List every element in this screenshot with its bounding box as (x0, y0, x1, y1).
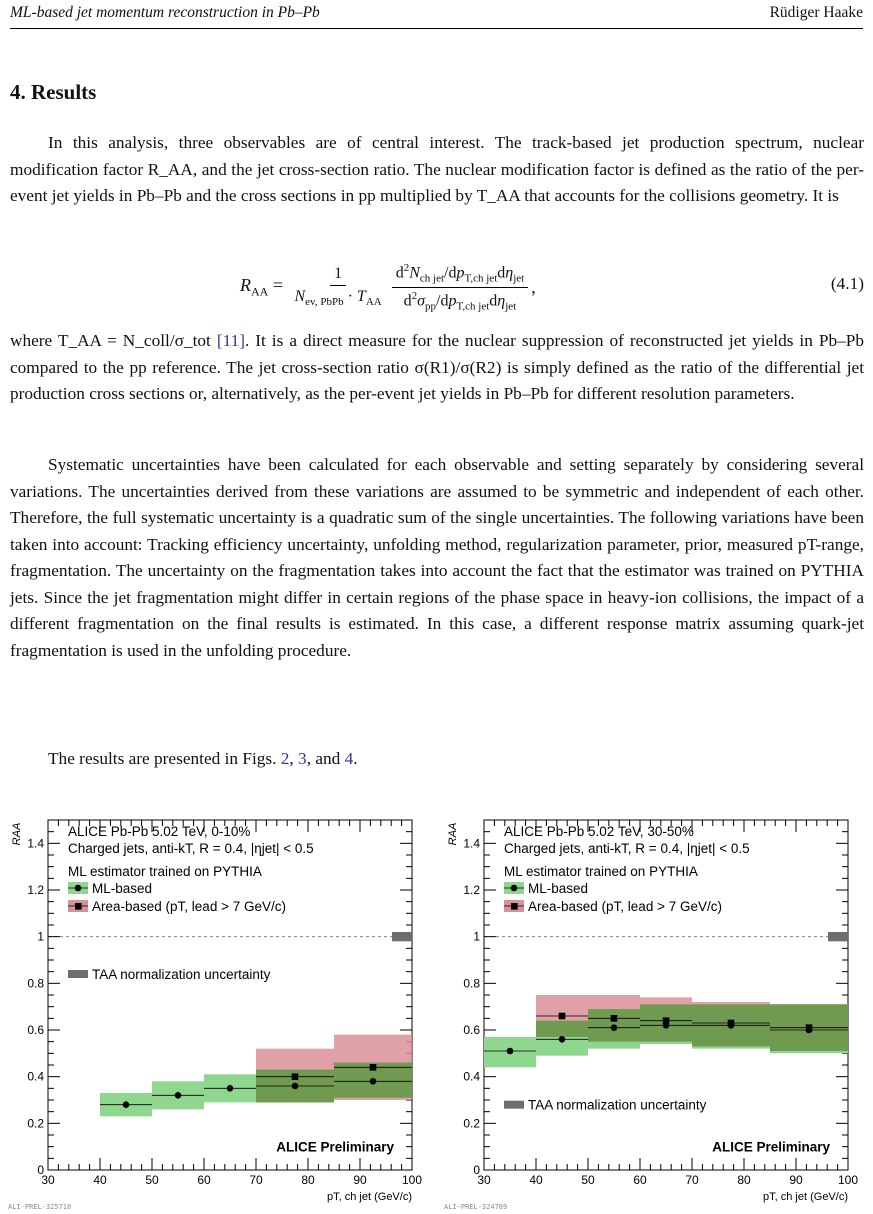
paragraph-taa (10, 328, 864, 408)
para2-text-b: . It is a direct measure for the nuclear suppression of reconstructed jet yields in Pb–Pb compared to the pp reference. The jet cross-section ratio σ(R1)/σ(R2) is simply defined as the ratio of the differential jet production cross sections or, alternatively, as the per-event jet yields in Pb–Pb for different resolution parameters. (10, 331, 864, 403)
area-data-point (292, 1073, 299, 1080)
raa-chart-central (0, 778, 436, 1214)
legend-area-label: Area-based (pT, lead > 7 GeV/c) (528, 899, 722, 914)
ml-data-point (123, 1101, 130, 1108)
x-tick-label: 30 (477, 1173, 491, 1187)
area-data-point (611, 1015, 618, 1022)
figure-id: ALI-PREL-324709 (444, 1203, 508, 1211)
header-author: Rüdiger Haake (769, 4, 863, 21)
area-data-point (728, 1020, 735, 1027)
x-tick-label: 30 (41, 1173, 55, 1187)
para2-text-a: where T_AA = N_coll/σ_tot (10, 331, 217, 350)
x-tick-label: 70 (249, 1173, 263, 1187)
y-tick-label: 1 (37, 929, 44, 944)
x-tick-label: 50 (145, 1173, 159, 1187)
para4-end: . (353, 749, 358, 768)
ml-data-point (370, 1078, 377, 1085)
x-tick-label: 80 (737, 1173, 751, 1187)
x-tick-label: 70 (685, 1173, 699, 1187)
figure-link-4[interactable]: 4 (344, 749, 354, 768)
legend-ml-label: ML-based (92, 881, 153, 896)
chart-title: ALICE Pb-Pb 5.02 TeV, 30-50% (504, 824, 694, 839)
y-tick-label: 0.4 (463, 1069, 480, 1084)
y-tick-label: 1.4 (27, 836, 44, 851)
area-data-point (370, 1064, 377, 1071)
y-tick-label: 0.4 (27, 1069, 44, 1084)
equation-body: $R_{AA}$ = $\frac{1}{N_{ev, PbPb} \cdot T_{AA}}$ $\frac{d^2N_{ch jet}/dp_{T,ch jet}d\eta_{jet}}{d^2\sigma_{pp}/dp_{T,ch jet}d\eta_{jet}}$ , (240, 261, 536, 313)
para4-text: The results are presented in Figs. (48, 749, 281, 768)
legend-ml-label: ML-based (528, 881, 589, 896)
y-tick-label: 1 (473, 929, 480, 944)
header-rule (10, 28, 863, 29)
legend-norm-swatch (68, 970, 88, 978)
ml-data-point (227, 1085, 234, 1092)
running-header (10, 4, 863, 30)
figure-link-2[interactable]: 2 (280, 749, 290, 768)
para4-sep1: , (289, 749, 299, 768)
x-axis-label: pT, ch jet (GeV/c) (763, 1191, 848, 1203)
legend-area-marker (75, 903, 82, 910)
header-title: ML-based jet momentum reconstruction in Pb–Pb (10, 4, 320, 21)
figure-link-3[interactable]: 3 (298, 749, 307, 768)
y-tick-label: 0.2 (463, 1116, 480, 1131)
paragraph-intro: In this analysis, three observables are of central interest. The track-based jet production spectrum, nuclear modification factor R_AA, and the jet cross-section ratio. The nuclear modification factor is defined as the ratio of the per-event jet yields in Pb–Pb and the cross sections in pp multiplied by T_AA that accounts for the collisions geometry. It is (10, 133, 864, 205)
x-tick-label: 50 (581, 1173, 595, 1187)
y-tick-label: 0.8 (463, 976, 480, 991)
x-tick-label: 100 (837, 1173, 859, 1187)
y-tick-label: 1.2 (27, 883, 44, 897)
paragraph-figures (48, 746, 873, 773)
ml-data-point (611, 1024, 618, 1031)
legend-norm-swatch (504, 1101, 524, 1109)
norm-uncertainty-box (828, 932, 848, 941)
raa-chart-semicentral (436, 778, 872, 1214)
legend-ml-marker (75, 885, 82, 892)
x-axis-label: pT, ch jet (GeV/c) (327, 1191, 412, 1203)
ml-data-point (507, 1048, 514, 1055)
norm-uncertainty-box (392, 932, 412, 941)
section-heading: 4. Results (10, 80, 97, 104)
chart-note: ML estimator trained on PYTHIA (504, 864, 698, 879)
ml-data-point (559, 1036, 566, 1043)
overlap-sys-box (536, 1021, 588, 1037)
chart-subtitle: Charged jets, anti-kT, R = 0.4, |ηjet| < 0.5 (68, 841, 314, 856)
chart-subtitle: Charged jets, anti-kT, R = 0.4, |ηjet| < 0.5 (504, 841, 750, 856)
y-axis-label: RAA (11, 822, 23, 846)
y-tick-label: 0.6 (27, 1023, 44, 1037)
x-tick-label: 60 (633, 1173, 647, 1187)
y-tick-label: 0.8 (27, 976, 44, 991)
y-axis-label: RAA (447, 822, 459, 846)
preliminary-label: ALICE Preliminary (712, 1139, 830, 1155)
legend-norm-label: TAA normalization uncertainty (92, 967, 271, 982)
y-tick-label: 0 (37, 1163, 44, 1177)
y-tick-label: 1.4 (463, 836, 480, 851)
equation-4-1 (10, 262, 864, 312)
equation-number: (4.1) (830, 274, 864, 293)
y-tick-label: 0.2 (27, 1116, 44, 1131)
ml-data-point (175, 1092, 182, 1099)
y-tick-label: 0.6 (463, 1023, 480, 1037)
para4-sep2: , and (306, 749, 345, 768)
x-tick-label: 90 (353, 1173, 367, 1187)
x-tick-label: 100 (401, 1173, 423, 1187)
preliminary-label: ALICE Preliminary (276, 1139, 394, 1155)
y-tick-label: 0 (473, 1163, 480, 1177)
figure-id: ALI-PREL-325710 (8, 1203, 72, 1211)
x-tick-label: 40 (93, 1173, 107, 1187)
x-tick-label: 60 (197, 1173, 211, 1187)
x-tick-label: 80 (301, 1173, 315, 1187)
legend-norm-label: TAA normalization uncertainty (528, 1097, 707, 1113)
legend-area-label: Area-based (pT, lead > 7 GeV/c) (92, 899, 286, 914)
area-data-point (663, 1017, 670, 1024)
legend-area-marker (511, 903, 518, 910)
x-tick-label: 40 (529, 1173, 543, 1187)
legend-ml-marker (511, 885, 518, 892)
citation-link[interactable]: [11] (216, 331, 245, 350)
area-data-point (559, 1013, 566, 1020)
area-data-point (806, 1024, 813, 1031)
chart-title: ALICE Pb-Pb 5.02 TeV, 0-10% (68, 824, 251, 839)
chart-note: ML estimator trained on PYTHIA (68, 864, 262, 879)
x-tick-label: 90 (789, 1173, 803, 1187)
y-tick-label: 1.2 (463, 883, 480, 897)
paragraph-systematics: Systematic uncertainties have been calculated for each observable and setting separately by considering several variations. The uncertainties derived from these variations are assumed to be symmetric and independent of each other. Therefore, the full systematic uncertainty is a quadratic sum of the single uncertainties. The following variations have been taken into account: Tracking efficiency uncertainty, unfolding method, regularization parameter, prior, measured pT-range, fragmentation. The uncertainty on the fragmentation takes into account the fact that the estimator was trained on PYTHIA jets. Since the jet fragmentation might differ in certain regions of the phase space in heavy-ion collisions, the impact of a different fragmentation on the final results is estimated. In this case, a different response matrix assuming quark-jet fragmentation is used in the unfolding procedure. (10, 455, 864, 660)
ml-data-point (292, 1083, 299, 1090)
